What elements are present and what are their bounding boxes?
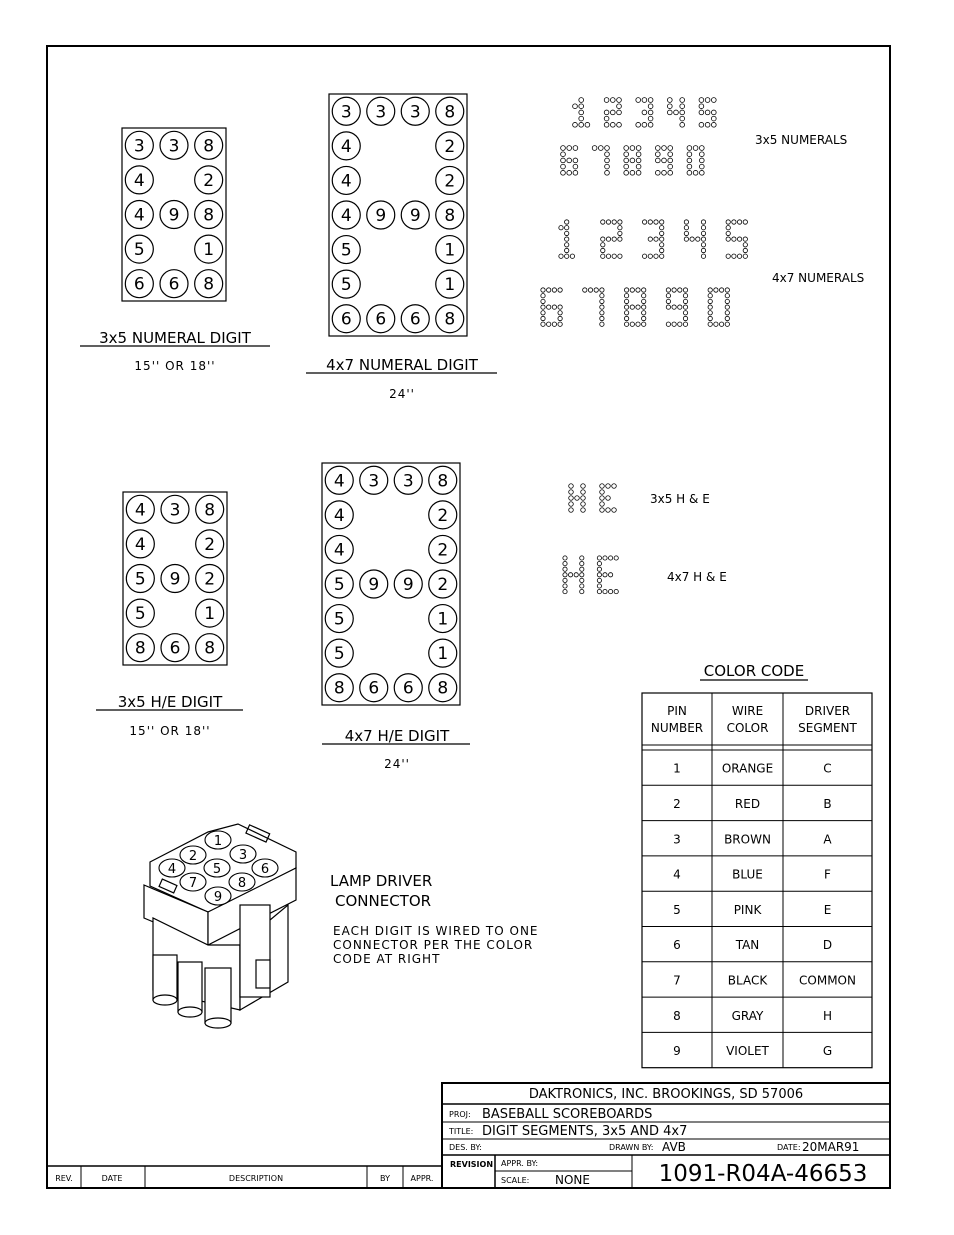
segment-pin-label: 9	[368, 575, 380, 595]
segment-pin-label: 6	[169, 638, 181, 659]
segment-pin-label: 9	[402, 575, 414, 595]
color-table-cell: ORANGE	[721, 761, 774, 776]
connector-note-line1: EACH DIGIT IS WIRED TO ONE	[333, 924, 539, 938]
segment-pin-label: 8	[134, 638, 146, 659]
segment-pin-label: 8	[444, 309, 456, 330]
color-table-cell: 2	[673, 796, 681, 811]
segment-pin-label: 6	[340, 309, 352, 330]
connector-pin-label: 4	[167, 862, 177, 877]
color-table-row	[673, 797, 831, 811]
dot-glyph	[624, 146, 641, 176]
connector-pin-label: 3	[238, 848, 248, 863]
color-table-header: COLOR	[726, 721, 769, 735]
segment-pin-label: 8	[437, 678, 449, 699]
dot-glyph	[583, 288, 604, 327]
dot-glyph	[636, 98, 653, 128]
segment-pin-label: 4	[340, 171, 352, 192]
project-name: BASEBALL SCOREBOARDS	[482, 1107, 653, 1122]
digit-size: 15'' OR 18''	[129, 724, 211, 738]
date-value: 20MAR91	[802, 1140, 860, 1154]
segment-pin-label: 9	[409, 206, 421, 226]
color-table-header: WIRE	[731, 704, 764, 718]
segment-pin-label: 5	[133, 240, 145, 261]
dot-glyph	[561, 146, 578, 176]
connector-title-line2: CONNECTOR	[335, 892, 432, 910]
segment-pin-label: 3	[340, 102, 352, 123]
dot-glyph	[687, 146, 704, 176]
segment-pin-label: 1	[203, 240, 215, 261]
digit-size: 24''	[384, 757, 410, 771]
rev-date-header: DATE	[101, 1174, 123, 1183]
segment-pin-label: 5	[333, 575, 345, 595]
segment-pin-label: 2	[437, 575, 449, 595]
label-3x5-he: 3x5 H & E	[650, 492, 710, 506]
digit-3x5-numeral	[80, 128, 270, 373]
segment-pin-label: 8	[204, 500, 216, 521]
drawing-number: 1091-R04A-46653	[658, 1161, 868, 1187]
dot-glyph	[726, 220, 747, 259]
color-table-cell: A	[823, 832, 832, 847]
color-table-row	[673, 1009, 832, 1023]
segment-pin-label: 4	[133, 170, 145, 191]
segment-pin-label: 1	[204, 604, 216, 625]
digit-title: 3x5 NUMERAL DIGIT	[99, 329, 251, 347]
color-table-header: SEGMENT	[798, 721, 857, 735]
segment-pin-label: 5	[333, 644, 345, 665]
connector-pin-label: 5	[212, 862, 222, 877]
date-label: DATE:	[777, 1143, 801, 1152]
segment-pin-label: 4	[333, 540, 345, 561]
color-table-cell: BLUE	[732, 867, 763, 882]
connector-title-line1: LAMP DRIVER	[330, 872, 433, 890]
segment-pin-label: 2	[437, 540, 449, 561]
segment-pin-label: 3	[368, 471, 380, 492]
rev-description-header: DESCRIPTION	[228, 1174, 284, 1183]
segment-pin-label: 8	[203, 136, 215, 157]
segment-pin-label: 3	[375, 102, 387, 123]
dot-glyph	[699, 98, 716, 128]
segment-pin-label: 9	[375, 206, 387, 226]
color-table-row	[673, 762, 832, 776]
connector-pin-label: 6	[260, 862, 270, 877]
segment-pin-label: 9	[168, 205, 180, 226]
color-table-cell: 9	[673, 1044, 681, 1059]
color-table-row	[673, 1044, 832, 1058]
segment-pin-label: 6	[168, 274, 180, 295]
color-table-cell: VIOLET	[726, 1044, 769, 1059]
connector-note-line2: CONNECTOR PER THE COLOR	[333, 938, 534, 952]
segment-pin-label: 2	[204, 534, 216, 555]
segment-pin-label: 3	[402, 471, 414, 492]
designed-by-label: DES. BY:	[449, 1143, 482, 1152]
scale-label: SCALE:	[501, 1176, 530, 1185]
color-table-header: PIN	[667, 704, 687, 718]
segment-pin-label: 8	[437, 471, 449, 492]
dot-glyph	[592, 146, 609, 176]
rev-by-header: BY	[380, 1174, 390, 1183]
segment-pin-label: 4	[134, 500, 146, 521]
digit-title: 4x7 NUMERAL DIGIT	[326, 356, 478, 374]
drawing-title: DIGIT SEGMENTS, 3x5 AND 4x7	[482, 1124, 688, 1139]
proj-label: PROJ:	[449, 1110, 471, 1119]
segment-pin-label: 4	[133, 205, 145, 226]
color-table-cell: G	[822, 1044, 833, 1059]
dot-glyph	[541, 288, 562, 327]
dot-glyph	[642, 220, 663, 259]
color-table-cell: C	[823, 761, 832, 776]
company-name: DAKTRONICS, INC. BROOKINGS, SD 57006	[528, 1087, 804, 1102]
color-table-cell: D	[822, 938, 833, 953]
color-code-table	[642, 693, 872, 1068]
color-table-cell: F	[824, 867, 831, 882]
color-table-cell: 5	[673, 902, 681, 917]
segment-pin-label: 9	[169, 569, 181, 590]
dot-glyph	[708, 288, 729, 327]
color-table-cell: COMMON	[799, 973, 856, 988]
color-table-cell: 7	[673, 973, 681, 988]
digit-title: 3x5 H/E DIGIT	[117, 693, 223, 711]
color-code-title: COLOR CODE	[703, 662, 805, 680]
segment-pin-label: 3	[168, 136, 180, 157]
digit-size: 24''	[389, 387, 415, 401]
dot-glyph	[624, 288, 645, 327]
segment-pin-label: 5	[134, 604, 146, 625]
dot-glyph	[667, 98, 684, 128]
segment-pin-label: 1	[444, 275, 456, 296]
dot-matrix-samples	[541, 98, 748, 594]
segment-pin-label: 8	[204, 638, 216, 659]
digit-size: 15'' OR 18''	[134, 359, 216, 373]
segment-pin-label: 8	[203, 205, 215, 226]
connector-illustration	[144, 824, 296, 1028]
segment-pin-label: 6	[368, 678, 380, 699]
connector-pin-label: 9	[213, 890, 223, 905]
segment-pin-label: 4	[333, 505, 345, 526]
color-table-header: DRIVER	[804, 704, 851, 718]
segment-pin-label: 8	[203, 274, 215, 295]
dot-glyph	[601, 220, 622, 259]
dot-glyph	[666, 288, 687, 327]
segment-pin-label: 6	[133, 274, 145, 295]
color-table-cell: 3	[673, 832, 681, 847]
color-table-row	[673, 832, 832, 846]
segment-pin-label: 1	[444, 240, 456, 261]
connector-pin-label: 2	[188, 849, 198, 864]
dot-glyph	[563, 556, 584, 594]
rev-appr-header: APPR.	[410, 1174, 434, 1183]
color-table-header: NUMBER	[650, 721, 704, 735]
segment-pin-label: 4	[134, 534, 146, 555]
connector-pin-label: 8	[237, 876, 247, 891]
segment-pin-label: 2	[444, 136, 456, 157]
label-3x5-numerals: 3x5 NUMERALS	[755, 133, 848, 147]
color-table-cell: BROWN	[724, 832, 771, 847]
scale-value: NONE	[555, 1173, 590, 1187]
digit-title: 4x7 H/E DIGIT	[344, 727, 450, 745]
connector-pin-label: 1	[213, 834, 223, 849]
revision-label: REVISION	[450, 1160, 494, 1169]
segment-pin-label: 3	[133, 136, 145, 157]
digit-3x5-he	[96, 492, 243, 738]
segment-pin-label: 8	[333, 678, 345, 699]
drawn-by-label: DRAWN BY:	[609, 1143, 654, 1152]
color-table-cell: GRAY	[731, 1008, 764, 1023]
segment-pin-label: 5	[340, 275, 352, 296]
segment-pin-label: 2	[437, 505, 449, 526]
segment-pin-label: 8	[444, 102, 456, 123]
label-4x7-he: 4x7 H & E	[667, 570, 727, 584]
dot-glyph	[597, 556, 618, 594]
segment-pin-label: 5	[333, 609, 345, 630]
segment-pin-label: 5	[134, 569, 146, 590]
color-table-cell: PINK	[733, 902, 762, 917]
segment-pin-label: 6	[402, 678, 414, 699]
color-table-cell: 1	[673, 761, 681, 776]
segment-pin-label: 3	[169, 500, 181, 521]
color-table-cell: 8	[673, 1008, 681, 1023]
label-4x7-numerals: 4x7 NUMERALS	[772, 271, 865, 285]
dot-glyph	[573, 98, 590, 128]
connector-note-line3: CODE AT RIGHT	[333, 952, 441, 966]
dot-glyph	[559, 220, 575, 259]
segment-pin-label: 5	[340, 240, 352, 261]
dot-glyph	[655, 146, 672, 176]
segment-pin-label: 3	[409, 102, 421, 123]
segment-pin-label: 2	[444, 171, 456, 192]
segment-pin-label: 4	[333, 471, 345, 492]
color-table-row	[673, 868, 831, 882]
segment-pin-label: 4	[340, 206, 352, 226]
color-table-cell: 4	[673, 867, 681, 882]
color-table-cell: B	[823, 796, 832, 811]
color-table-row	[673, 973, 856, 987]
segment-pin-label: 1	[437, 644, 449, 665]
rev-header: REV.	[55, 1174, 73, 1183]
dot-glyph	[684, 220, 705, 259]
drawn-by-value: AVB	[662, 1140, 686, 1154]
color-table-cell: RED	[734, 796, 761, 811]
color-table-cell: 6	[673, 938, 681, 953]
segment-pin-label: 6	[375, 309, 387, 330]
color-table-cell: H	[822, 1008, 833, 1023]
approved-by-label: APPR. BY:	[501, 1159, 539, 1168]
color-table-row	[673, 903, 831, 917]
dot-glyph	[600, 484, 617, 513]
digit-4x7-numeral	[306, 94, 497, 401]
digit-4x7-he	[322, 463, 470, 771]
dot-glyph	[569, 484, 586, 513]
segment-pin-label: 8	[444, 206, 456, 226]
connector-pin-label: 7	[188, 876, 198, 891]
title-label: TITLE:	[449, 1127, 474, 1136]
digit-diagrams	[80, 94, 497, 771]
color-table-cell: TAN	[735, 938, 760, 953]
dot-glyph	[604, 98, 621, 128]
segment-pin-label: 6	[409, 309, 421, 330]
segment-pin-label: 2	[204, 569, 216, 590]
segment-pin-label: 4	[340, 136, 352, 157]
color-table-cell: E	[823, 902, 832, 917]
segment-pin-label: 1	[437, 609, 449, 630]
segment-pin-label: 2	[203, 170, 215, 191]
color-table-row	[673, 938, 832, 952]
color-table-cell: BLACK	[727, 973, 768, 988]
